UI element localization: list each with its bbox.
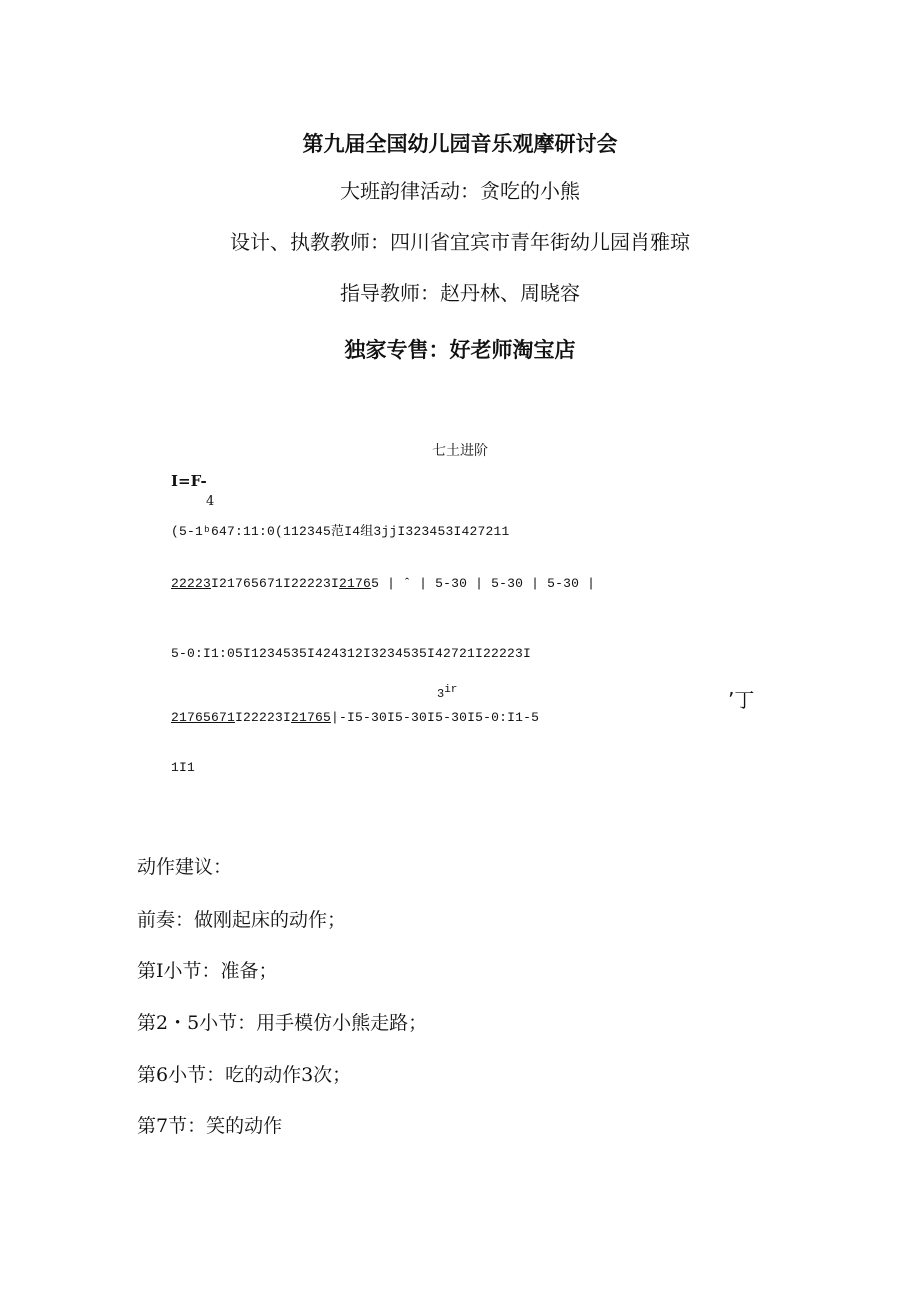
score-superscript-text: ir: [444, 684, 458, 696]
score-line-3: 5-0:I1:05I1234535I424312I3234535I42721I22223I: [171, 646, 532, 661]
seller-line: 独家专售：好老师淘宝店: [344, 338, 576, 362]
action-item-bar-7: 第7节：笑的动作: [137, 1115, 283, 1137]
score-superscript-base: 3: [437, 687, 445, 701]
action-item-bar-2-5: 第2・5小节：用手模仿小熊走路；: [137, 1012, 428, 1034]
score-line-5: 1I1: [171, 760, 196, 775]
score-title: 七土进阶: [432, 443, 488, 459]
score-segment: 5 | ˆ | 5-30 | 5-30 | 5-30 |: [371, 576, 596, 591]
score-line-2: [171, 576, 595, 591]
score-underlined-group: 21765: [291, 710, 332, 725]
score-line-4: [171, 710, 539, 725]
score-meter: 4: [206, 494, 215, 509]
actions-heading: 动作建议：: [137, 856, 233, 878]
score-segment: I21765671I22223I: [211, 576, 340, 591]
score-underlined-group: 22223: [171, 576, 212, 591]
action-item-bar-6: 第6小节：吃的动作3次；: [137, 1064, 352, 1086]
designer-line: 设计、执教教师：四川省宜宾市青年街幼儿园肖雅琼: [230, 230, 690, 254]
score-margin-mark: ’丁: [728, 688, 755, 712]
score-segment: I22223I: [235, 710, 292, 725]
score-segment: |-I5-30I5-30I5-30I5-0:I1-5: [331, 710, 540, 725]
action-item-bar-1: 第I小节：准备；: [137, 960, 278, 982]
document-title: 第九届全国幼儿园音乐观摩研讨会: [302, 132, 618, 156]
advisor-line: 指导教师：赵丹林、周晓容: [340, 281, 580, 305]
score-line-1: (5-1ᵇ647:11:0(112345范I4组3jjI323453I427211: [171, 524, 510, 539]
score-superscript: [437, 684, 457, 701]
action-item-prelude: 前奏：做刚起床的动作；: [137, 909, 347, 931]
score-underlined-group: 21765671: [171, 710, 236, 725]
score-key: I=F-: [171, 472, 207, 490]
activity-title: 大班韵律活动：贪吃的小熊: [340, 179, 580, 203]
score-underlined-group: 2176: [339, 576, 372, 591]
